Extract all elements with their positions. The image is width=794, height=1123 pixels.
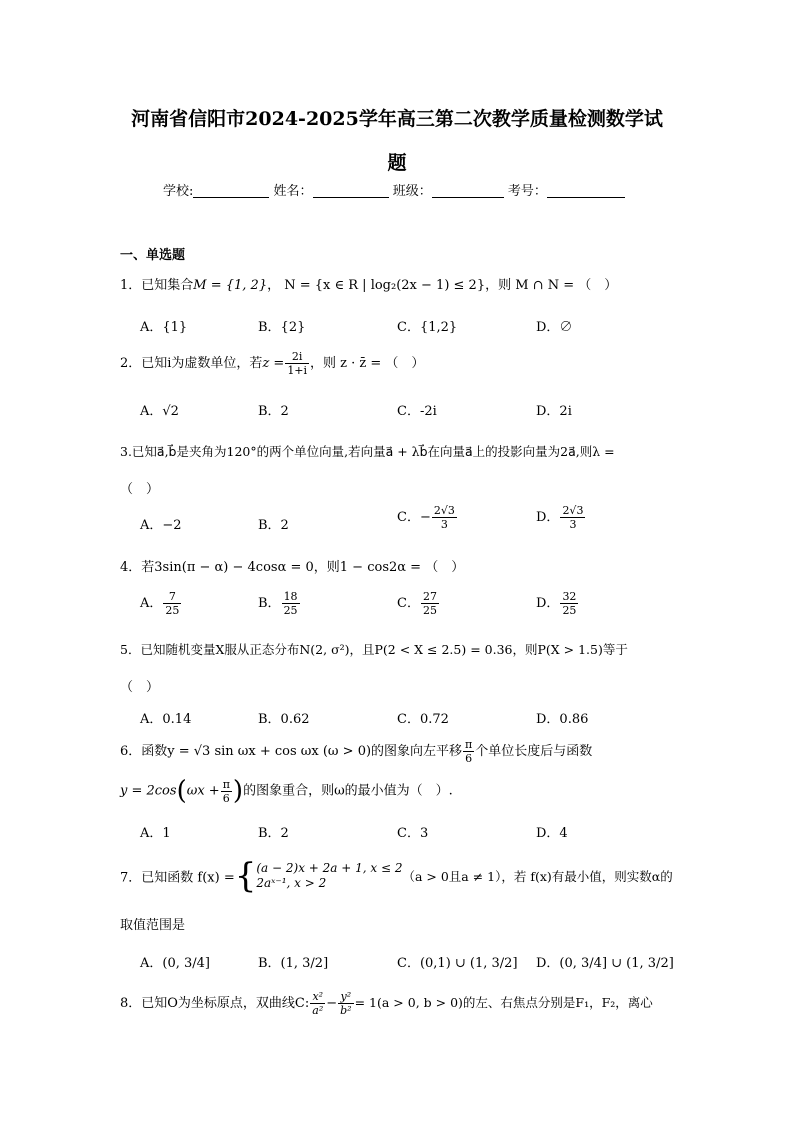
q8-y-fraction — [338, 990, 353, 1017]
q7-stem: 7．已知函数 f(x) = — [120, 870, 235, 886]
q3-option-c-sign: − — [419, 510, 431, 525]
number-label: 考号： — [507, 184, 547, 199]
q3-option-c[interactable] — [397, 504, 458, 531]
q4-a-num: 7 — [163, 590, 181, 604]
q1-set-n: ， N = {x ∈ R | log₂(2x − 1) ≤ 2} — [267, 278, 486, 293]
q4-c-den: 25 — [422, 604, 437, 617]
q3-option-a[interactable]: A．−2 — [140, 518, 182, 533]
question-2 — [120, 350, 424, 377]
q6-stem: 6．函数y = √3 sin ωx + cos ωx (ω > 0)的图象向左平移 — [120, 744, 463, 759]
q4-option-c[interactable] — [397, 590, 440, 617]
q6-right-paren: ) — [232, 776, 244, 806]
q7-option-c[interactable]: C．(0,1) ∪ (1, 3/2] — [397, 956, 518, 971]
q2-numerator: 2i — [285, 350, 309, 364]
q6-option-b[interactable]: B．2 — [258, 826, 289, 841]
q4-b-den: 25 — [283, 604, 298, 617]
q3-option-d-fraction — [560, 504, 585, 531]
q4-b-label: B． — [258, 596, 281, 611]
class-label: 班级： — [392, 184, 432, 199]
q5-option-c[interactable]: C．0.72 — [397, 712, 449, 727]
q6-six: 6 — [465, 752, 473, 765]
q3-d-den: 3 — [569, 518, 577, 531]
q7-case1: (a − 2)x + 2a + 1, x ≤ 2 — [256, 861, 403, 875]
q1-option-d[interactable]: D．∅ — [536, 320, 573, 335]
q3-option-b[interactable]: B．2 — [258, 518, 289, 533]
q6-arg-pi: π — [222, 777, 230, 791]
q1-option-c[interactable]: C．{1,2} — [397, 320, 458, 335]
exam-title-line2: 题 — [387, 152, 407, 174]
q6-arg-six: 6 — [222, 791, 230, 805]
school-blank[interactable] — [193, 184, 269, 198]
q6-pi: π — [465, 738, 473, 751]
question-4: 4．若3sin(π − α) − 4cosα = 0，则1 − cos2α = （ ） — [120, 560, 465, 575]
q3-option-d[interactable] — [536, 504, 586, 531]
q3-d-num: 2√3 — [562, 504, 584, 517]
q7-option-b[interactable]: B．(1, 3/2] — [258, 956, 329, 971]
q8-b2: b² — [340, 1004, 352, 1017]
school-label: 学校: — [163, 184, 194, 199]
q2-option-c[interactable]: C．-2i — [397, 404, 437, 419]
q4-option-a[interactable] — [140, 590, 182, 617]
q6-arg: ωx + — [186, 783, 220, 799]
question-8 — [120, 990, 653, 1017]
q8-minus: − — [326, 996, 338, 1011]
q8-stem: 8．已知O为坐标原点，双曲线C: — [120, 996, 310, 1011]
q2-denominator: 1+i — [287, 364, 308, 377]
q4-d-den: 25 — [562, 604, 577, 617]
q3-option-d-label: D． — [536, 510, 560, 525]
q4-c-label: C． — [397, 596, 420, 611]
class-blank[interactable] — [432, 184, 504, 198]
number-blank[interactable] — [547, 184, 625, 198]
q6-target-func: y = 2cos — [120, 783, 177, 799]
section-heading: 一、单选题 — [120, 248, 186, 263]
q4-a-label: A． — [140, 596, 163, 611]
q4-option-b[interactable] — [258, 590, 301, 617]
q8-question: = 1(a > 0, b > 0)的左、右焦点分别是F₁，F₂，离心 — [354, 995, 653, 1010]
q1-option-b[interactable]: B．{2} — [258, 320, 306, 335]
q4-d-label: D． — [536, 596, 560, 611]
q3-c-den: 3 — [440, 518, 448, 531]
q1-set-m: M = {1, 2} — [193, 278, 268, 293]
q7-case2: 2aˣ⁻¹, x > 2 — [256, 876, 327, 890]
q7-piecewise — [256, 861, 402, 891]
question-7-line2: 取值范围是 — [120, 918, 186, 933]
q6-left-paren: ( — [176, 776, 187, 806]
q6-arg-fraction — [221, 778, 232, 805]
student-info-row — [163, 180, 625, 199]
q5-option-b[interactable]: B．0.62 — [258, 712, 310, 727]
q6-question: 的图象重合，则ω的最小值为（ ）. — [243, 783, 453, 799]
q2-fraction — [285, 350, 309, 377]
name-blank[interactable] — [313, 184, 389, 198]
q4-c-num: 27 — [422, 590, 437, 603]
question-6-line2 — [120, 776, 453, 806]
q4-c-fraction — [421, 590, 439, 617]
question-5-line1: 5．已知随机变量X服从正态分布N(2, σ²)，且P(2 < X ≤ 2.5) = 0.36，则P(X > 1.5)等于 — [120, 642, 628, 657]
question-7 — [120, 856, 673, 896]
q6-option-d[interactable]: D．4 — [536, 826, 568, 841]
q7-question: （a > 0且a ≠ 1），若 f(x)有最小值，则实数α的 — [402, 869, 673, 884]
q1-option-a[interactable]: A．{1} — [140, 320, 188, 335]
q8-x2: x² — [310, 990, 325, 1004]
question-1 — [120, 274, 617, 293]
q1-question: ，则 M ∩ N = （ ） — [485, 278, 618, 293]
q6-stem-cont: 个单位长度后与函数 — [475, 744, 593, 759]
question-3-line2: （ ） — [120, 482, 160, 497]
q2-option-a[interactable]: A．√2 — [140, 404, 179, 419]
q4-b-fraction — [282, 590, 300, 617]
q4-b-num: 18 — [283, 590, 298, 603]
q2-question: ，则 z · z̄ = （ ） — [310, 356, 425, 371]
name-label: 姓名： — [273, 184, 313, 199]
q2-stem: 2．已知i为虚数单位，若 — [120, 356, 263, 371]
q5-option-a[interactable]: A．0.14 — [140, 712, 192, 727]
q4-a-fraction — [163, 590, 181, 617]
q6-shift-fraction — [463, 738, 474, 765]
q4-a-den: 25 — [165, 604, 180, 617]
q3-c-num: 2√3 — [433, 504, 455, 517]
question-5-line2: （ ） — [120, 680, 160, 695]
q6-option-a[interactable]: A．1 — [140, 826, 171, 841]
exam-title-line1: 河南省信阳市2024-2025学年高三第二次教学质量检测数学试 — [131, 108, 663, 130]
q7-option-d[interactable]: D．(0, 3/4] ∪ (1, 3/2] — [536, 956, 674, 971]
q7-option-a[interactable]: A．(0, 3/4] — [140, 956, 210, 971]
q2-option-d[interactable]: D．2i — [536, 404, 572, 419]
q7-brace: { — [234, 856, 257, 896]
q8-x-fraction — [310, 990, 325, 1017]
q3-option-c-fraction — [432, 504, 457, 531]
question-3-line1: 3.已知a⃗,b⃗是夹角为120°的两个单位向量,若向量a⃗ + λb⃗在向量a⃗上的投影向量为2a⃗,则λ = — [120, 444, 615, 459]
q3-option-c-label: C． — [397, 510, 420, 525]
q4-option-d[interactable] — [536, 590, 579, 617]
q4-d-fraction — [560, 590, 578, 617]
q5-option-d[interactable]: D．0.86 — [536, 712, 589, 727]
question-6-line1 — [120, 738, 592, 765]
q1-stem: 1．已知集合 — [120, 278, 194, 293]
q8-y2: y² — [338, 990, 353, 1004]
q4-d-num: 32 — [562, 590, 577, 603]
q6-option-c[interactable]: C．3 — [397, 826, 429, 841]
q8-a2: a² — [312, 1004, 324, 1017]
q2-option-b[interactable]: B．2 — [258, 404, 289, 419]
q2-z: z = — [262, 356, 285, 371]
